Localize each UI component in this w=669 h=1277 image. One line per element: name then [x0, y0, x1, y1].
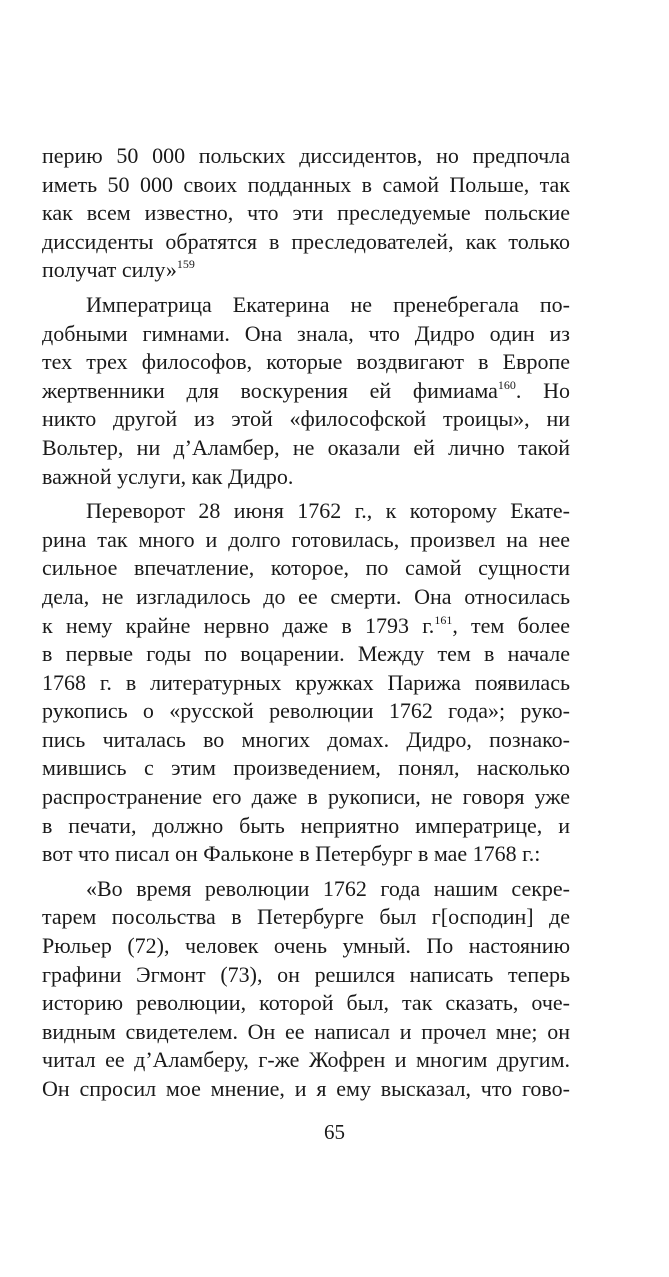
- text-fragment: жертвенники для воскурения ей фимиама: [42, 377, 498, 403]
- text-line: дела, не изгладилось до ее смерти. Она относилась: [42, 583, 570, 609]
- text-line: историю революции, которой был, так сказать, оче-: [42, 990, 570, 1016]
- text-line: рина так много и долго готовилась, произвел на нее: [42, 526, 570, 552]
- text-line: Рюльер (72), человек очень умный. По настоянию: [42, 933, 570, 959]
- text-line: в первые годы по воцарении. Между тем в начале: [42, 641, 570, 667]
- footnote-ref: 159: [176, 257, 195, 272]
- text-line: распространение его даже в рукописи, не говоря уже: [42, 784, 570, 810]
- text-line: как всем известно, что эти преследуемые польские: [42, 200, 570, 226]
- text-fragment: к нему крайне нервно даже в 1793 г.: [42, 612, 435, 638]
- text-line: Императрица Екатерина не пренебрегала по-: [86, 291, 570, 317]
- text-line: Он спросил мое мнение, и я ему высказал, что гово-: [42, 1076, 570, 1101]
- text-fragment: , тем более: [452, 612, 570, 638]
- page-number: 65: [324, 1120, 345, 1144]
- text-line: Переворот 28 июня 1762 г., к которому Екате-: [86, 498, 570, 524]
- text-line: тарем посольства в Петербурге был г[осподин] де: [42, 904, 570, 930]
- text-line: видным свидетелем. Он ее написал и прочел мне; он: [42, 1018, 570, 1044]
- text-line: пись читалась во многих домах. Дидро, познако-: [42, 726, 570, 752]
- footnote-ref: 161: [434, 612, 453, 627]
- text-fragment: . Но: [515, 377, 570, 403]
- text-line: рукопись о «русской революции 1762 года»; руко-: [42, 698, 570, 724]
- text-line: сильное впечатление, которое, по самой сущности: [42, 555, 570, 581]
- body-text: [42, 142, 570, 1104]
- text-line: мившись с этим произведением, понял, насколько: [42, 755, 570, 781]
- text-line: [42, 377, 570, 406]
- text-line: вот что писал он Фальконе в Петербург в мае 1768 г.:: [42, 841, 541, 867]
- footnote-ref: 160: [497, 377, 516, 392]
- text-line: диссиденты обратятся в преследователей, как только: [42, 228, 570, 254]
- text-line: «Во время революции 1762 года нашим секре-: [86, 875, 570, 901]
- text-line: в печати, должно быть неприятно императрице, и: [42, 812, 570, 838]
- text-line: 1768 г. в литературных кружках Парижа появилась: [42, 669, 570, 695]
- text-line: графини Эгмонт (73), он решился написать теперь: [42, 961, 570, 987]
- text-line: Вольтер, ни д’Аламбер, не оказали ей лично такой: [42, 434, 570, 460]
- text-line: [42, 256, 570, 285]
- text-line: иметь 50 000 своих подданных в самой Польше, так: [42, 171, 570, 197]
- text-line: тех трех философов, которые воздвигают в Европе: [42, 349, 570, 375]
- text-line: перию 50 000 польских диссидентов, но предпочла: [42, 143, 570, 168]
- text-line: добными гимнами. Она знала, что Дидро один из: [42, 320, 570, 346]
- text-line: никто другой из этой «философской троицы», ни: [42, 406, 570, 432]
- text-line: читал ее д’Аламберу, г-же Жофрен и многим другим.: [42, 1047, 570, 1073]
- text-line: [42, 612, 570, 641]
- text-line: важной услуги, как Дидро.: [42, 463, 294, 489]
- text-fragment: получат силу»: [42, 257, 177, 283]
